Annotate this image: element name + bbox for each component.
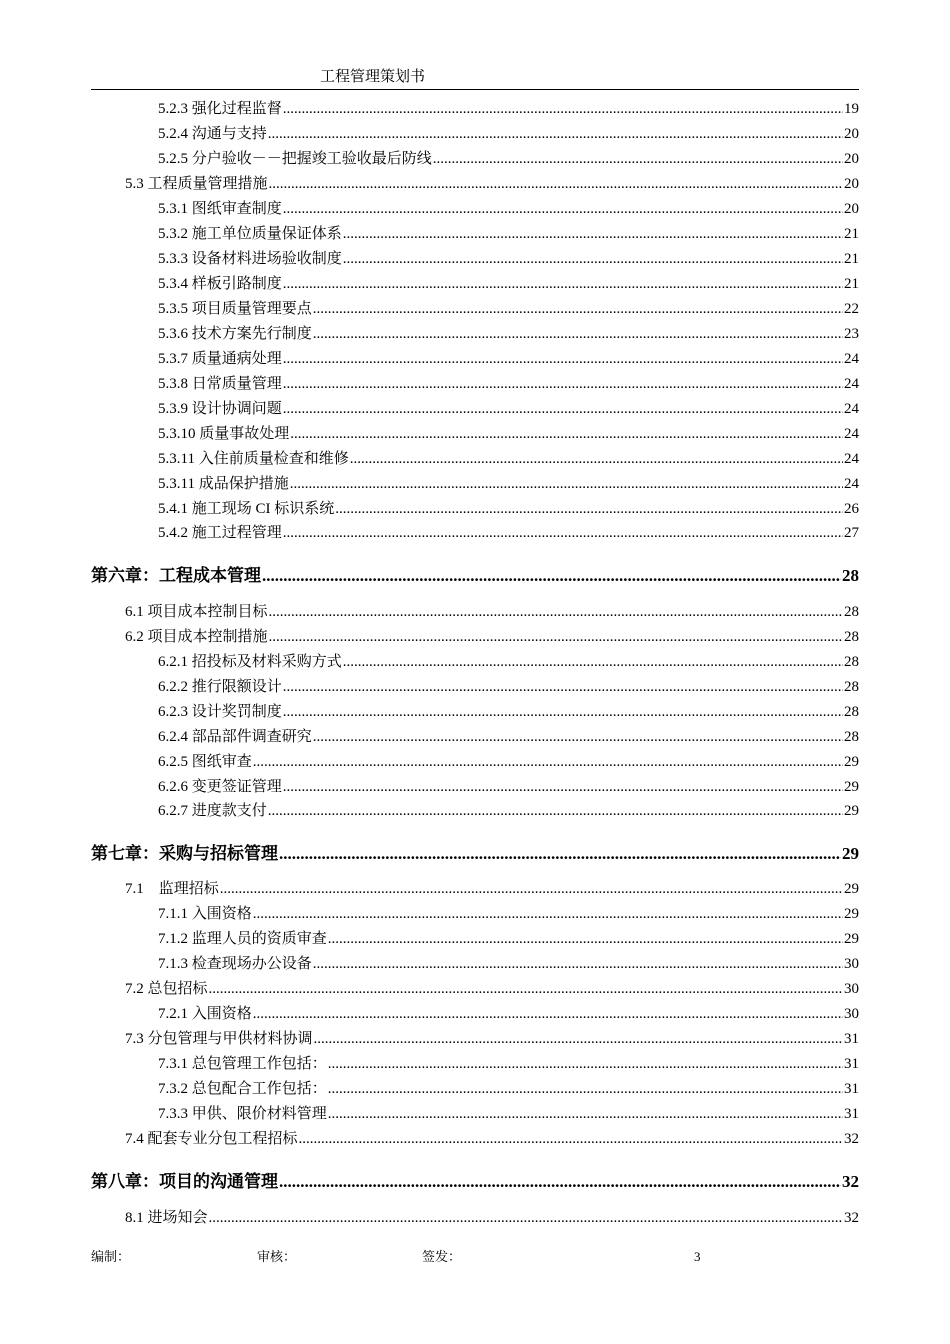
toc-entry-title: 7.1.3 检查现场办公设备 xyxy=(158,956,312,972)
toc-subsection-entry[interactable] xyxy=(158,150,859,168)
toc-subsection-entry[interactable] xyxy=(158,275,859,293)
toc-subsection-entry[interactable] xyxy=(158,905,859,923)
toc-dot-leader xyxy=(283,200,843,218)
toc-entry-title: 5.3.5 项目质量管理要点 xyxy=(158,301,312,317)
toc-page-number: 28 xyxy=(844,704,859,720)
toc-entry-title: 5.3.1 图纸审查制度 xyxy=(158,201,282,217)
toc-entry-title: 7.3 分包管理与甲供材料协调 xyxy=(125,1031,313,1047)
toc-page-number: 32 xyxy=(844,1210,859,1226)
toc-page-number: 27 xyxy=(844,525,859,541)
toc-dot-leader xyxy=(283,375,843,393)
toc-dot-leader xyxy=(313,955,843,973)
toc-page-number: 31 xyxy=(844,1081,859,1097)
toc-subsection-entry[interactable] xyxy=(158,100,859,118)
toc-entry-title: 7.3.3 甲供、限价材料管理 xyxy=(158,1106,327,1122)
toc-page-number: 28 xyxy=(844,679,859,695)
toc-dot-leader xyxy=(299,1130,843,1148)
toc-subsection-entry[interactable] xyxy=(158,703,859,721)
toc-page-number: 20 xyxy=(844,126,859,142)
toc-section-entry[interactable] xyxy=(125,1130,859,1148)
toc-subsection-entry[interactable] xyxy=(158,350,859,368)
toc-page-number: 24 xyxy=(844,376,859,392)
toc-entry-title: 5.3.11 成品保护措施 xyxy=(158,476,289,492)
toc-entry-title: 第六章：工程成本管理 xyxy=(91,566,261,585)
toc-dot-leader xyxy=(313,325,843,343)
toc-subsection-entry[interactable] xyxy=(158,125,859,143)
toc-page-number: 31 xyxy=(844,1106,859,1122)
toc-entry-title: 6.2 项目成本控制措施 xyxy=(125,629,268,645)
toc-page-number: 20 xyxy=(844,151,859,167)
toc-entry-title: 第七章：采购与招标管理 xyxy=(91,844,278,863)
toc-entry-title: 5.3.2 施工单位质量保证体系 xyxy=(158,226,342,242)
toc-subsection-entry[interactable] xyxy=(158,1080,859,1098)
toc-dot-leader xyxy=(283,275,843,293)
toc-entry-title: 第八章：项目的沟通管理 xyxy=(91,1172,278,1191)
toc-page-number: 21 xyxy=(844,251,859,267)
toc-page-number: 29 xyxy=(844,779,859,795)
toc-page-number: 28 xyxy=(844,629,859,645)
toc-entry-title: 5.2.3 强化过程监督 xyxy=(158,101,282,117)
toc-chapter-entry[interactable] xyxy=(91,1172,859,1192)
toc-dot-leader xyxy=(328,930,843,948)
toc-entry-title: 6.2.3 设计奖罚制度 xyxy=(158,704,282,720)
toc-page-number: 21 xyxy=(844,276,859,292)
toc-dot-leader xyxy=(262,566,841,586)
toc-entry-title: 6.2.5 图纸审查 xyxy=(158,754,252,770)
toc-entry-title: 5.3.8 日常质量管理 xyxy=(158,376,282,392)
toc-subsection-entry[interactable] xyxy=(158,728,859,746)
toc-subsection-entry[interactable] xyxy=(158,375,859,393)
toc-subsection-entry[interactable] xyxy=(158,678,859,696)
toc-subsection-entry[interactable] xyxy=(158,225,859,243)
toc-dot-leader xyxy=(313,300,843,318)
toc-page-number: 24 xyxy=(844,476,859,492)
toc-dot-leader xyxy=(209,980,843,998)
toc-page-number: 29 xyxy=(844,754,859,770)
toc-dot-leader xyxy=(350,450,843,468)
toc-dot-leader xyxy=(328,1080,843,1098)
toc-page-number: 31 xyxy=(844,1056,859,1072)
toc-entry-title: 7.2.1 入围资格 xyxy=(158,1006,252,1022)
toc-page-number: 22 xyxy=(844,301,859,317)
toc-dot-leader xyxy=(279,1172,841,1192)
toc-section-entry[interactable] xyxy=(125,1209,859,1227)
toc-dot-leader xyxy=(433,150,843,168)
document-header-title: 工程管理策划书 xyxy=(320,69,426,85)
toc-section-entry[interactable] xyxy=(125,175,859,193)
toc-subsection-entry[interactable] xyxy=(158,475,859,493)
toc-dot-leader xyxy=(283,100,843,118)
toc-entry-title: 6.1 项目成本控制目标 xyxy=(125,604,268,620)
toc-entry-title: 7.4 配套专业分包工程招标 xyxy=(125,1131,298,1147)
toc-dot-leader xyxy=(313,728,843,746)
toc-section-entry[interactable] xyxy=(125,1030,859,1048)
toc-entry-title: 5.2.5 分户验收－－把握竣工验收最后防线 xyxy=(158,151,432,167)
toc-entry-title: 7.1.2 监理人员的资质审查 xyxy=(158,931,327,947)
toc-subsection-entry[interactable] xyxy=(158,450,859,468)
toc-dot-leader xyxy=(268,125,843,143)
toc-dot-leader xyxy=(290,425,843,443)
toc-dot-leader xyxy=(283,778,843,796)
toc-entry-title: 7.1.1 入围资格 xyxy=(158,906,252,922)
toc-chapter-entry[interactable] xyxy=(91,844,859,864)
toc-dot-leader xyxy=(283,703,843,721)
toc-subsection-entry[interactable] xyxy=(158,325,859,343)
toc-page-number: 28 xyxy=(844,654,859,670)
toc-section-entry[interactable] xyxy=(125,603,859,621)
toc-page-number: 24 xyxy=(844,451,859,467)
toc-dot-leader xyxy=(279,844,841,864)
toc-entry-title: 6.2.4 部品部件调查研究 xyxy=(158,729,312,745)
toc-entry-title: 7.2 总包招标 xyxy=(125,981,208,997)
toc-subsection-entry[interactable] xyxy=(158,753,859,771)
toc-dot-leader xyxy=(253,753,843,771)
toc-entry-title: 6.2.2 推行限额设计 xyxy=(158,679,282,695)
toc-dot-leader xyxy=(269,175,843,193)
header-divider xyxy=(91,89,859,90)
toc-dot-leader xyxy=(253,905,843,923)
toc-entry-title: 5.2.4 沟通与支持 xyxy=(158,126,267,142)
toc-dot-leader xyxy=(343,225,843,243)
toc-subsection-entry[interactable] xyxy=(158,802,859,820)
toc-entry-title: 7.3.1 总包管理工作包括： xyxy=(158,1056,327,1072)
toc-dot-leader xyxy=(328,1105,843,1123)
toc-entry-title: 5.4.2 施工过程管理 xyxy=(158,525,282,541)
toc-dot-leader xyxy=(253,1005,843,1023)
toc-dot-leader xyxy=(283,678,843,696)
toc-dot-leader xyxy=(209,1209,843,1227)
toc-page-number: 23 xyxy=(844,326,859,342)
toc-dot-leader xyxy=(328,1055,843,1073)
toc-entry-title: 6.2.6 变更签证管理 xyxy=(158,779,282,795)
toc-subsection-entry[interactable] xyxy=(158,1005,859,1023)
toc-dot-leader xyxy=(283,350,843,368)
toc-entry-title: 5.3.7 质量通病处理 xyxy=(158,351,282,367)
toc-subsection-entry[interactable] xyxy=(158,1105,859,1123)
toc-page-number: 30 xyxy=(844,956,859,972)
toc-chapter-entry[interactable] xyxy=(91,566,859,586)
toc-dot-leader xyxy=(283,524,843,542)
toc-entry-title: 5.3.10 质量事故处理 xyxy=(158,426,290,442)
toc-subsection-entry[interactable] xyxy=(158,500,859,518)
toc-page-number: 32 xyxy=(844,1131,859,1147)
toc-subsection-entry[interactable] xyxy=(158,300,859,318)
toc-dot-leader xyxy=(343,653,843,671)
toc-dot-leader xyxy=(335,500,843,518)
toc-page-number: 21 xyxy=(844,226,859,242)
toc-subsection-entry[interactable] xyxy=(158,955,859,973)
toc-entry-title: 5.3.6 技术方案先行制度 xyxy=(158,326,312,342)
toc-dot-leader xyxy=(268,802,843,820)
toc-page-number: 30 xyxy=(844,981,859,997)
toc-dot-leader xyxy=(314,1030,843,1048)
footer-issued-label: 签发： xyxy=(422,1249,462,1264)
toc-subsection-entry[interactable] xyxy=(158,200,859,218)
toc-subsection-entry[interactable] xyxy=(158,653,859,671)
toc-subsection-entry[interactable] xyxy=(158,524,859,542)
toc-entry-title: 5.3 工程质量管理措施 xyxy=(125,176,268,192)
toc-entry-title: 6.2.7 进度款支付 xyxy=(158,803,267,819)
toc-dot-leader xyxy=(283,400,843,418)
toc-subsection-entry[interactable] xyxy=(158,425,859,443)
footer-reviewed-label: 审核： xyxy=(257,1249,297,1264)
footer-page-number: 3 xyxy=(694,1249,701,1264)
toc-entry-title: 5.3.4 样板引路制度 xyxy=(158,276,282,292)
toc-entry-title: 5.3.3 设备材料进场验收制度 xyxy=(158,251,342,267)
footer-compiled-label: 编制： xyxy=(91,1249,131,1264)
toc-entry-title: 7.1 监理招标 xyxy=(125,881,219,897)
toc-page-number: 20 xyxy=(844,201,859,217)
toc-dot-leader xyxy=(269,628,843,646)
toc-entry-title: 6.2.1 招投标及材料采购方式 xyxy=(158,654,342,670)
toc-subsection-entry[interactable] xyxy=(158,778,859,796)
toc-entry-title: 5.3.11 入住前质量检查和维修 xyxy=(158,451,349,467)
toc-entry-title: 8.1 进场知会 xyxy=(125,1210,208,1226)
toc-dot-leader xyxy=(290,475,843,493)
toc-dot-leader xyxy=(343,250,843,268)
toc-subsection-entry[interactable] xyxy=(158,1055,859,1073)
toc-page-number: 29 xyxy=(842,844,859,863)
toc-entry-title: 5.3.9 设计协调问题 xyxy=(158,401,282,417)
toc-section-entry[interactable] xyxy=(125,980,859,998)
toc-subsection-entry[interactable] xyxy=(158,250,859,268)
toc-page-number: 28 xyxy=(842,566,859,585)
toc-page-number: 29 xyxy=(844,803,859,819)
toc-dot-leader xyxy=(220,880,843,898)
toc-page-number: 29 xyxy=(844,881,859,897)
toc-subsection-entry[interactable] xyxy=(158,930,859,948)
toc-entry-title: 7.3.2 总包配合工作包括： xyxy=(158,1081,327,1097)
toc-dot-leader xyxy=(269,603,843,621)
toc-page-number: 24 xyxy=(844,351,859,367)
toc-section-entry[interactable] xyxy=(125,880,859,898)
toc-page-number: 26 xyxy=(844,501,859,517)
toc-page-number: 24 xyxy=(844,426,859,442)
toc-section-entry[interactable] xyxy=(125,628,859,646)
toc-page-number: 20 xyxy=(844,176,859,192)
toc-page-number: 29 xyxy=(844,931,859,947)
toc-page-number: 19 xyxy=(844,101,859,117)
toc-page-number: 29 xyxy=(844,906,859,922)
toc-page-number: 28 xyxy=(844,729,859,745)
toc-page-number: 24 xyxy=(844,401,859,417)
toc-entry-title: 5.4.1 施工现场 CI 标识系统 xyxy=(158,501,335,517)
toc-page-number: 32 xyxy=(842,1172,859,1191)
toc-page-number: 31 xyxy=(844,1031,859,1047)
toc-page-number: 28 xyxy=(844,604,859,620)
toc-page-number: 30 xyxy=(844,1006,859,1022)
toc-subsection-entry[interactable] xyxy=(158,400,859,418)
